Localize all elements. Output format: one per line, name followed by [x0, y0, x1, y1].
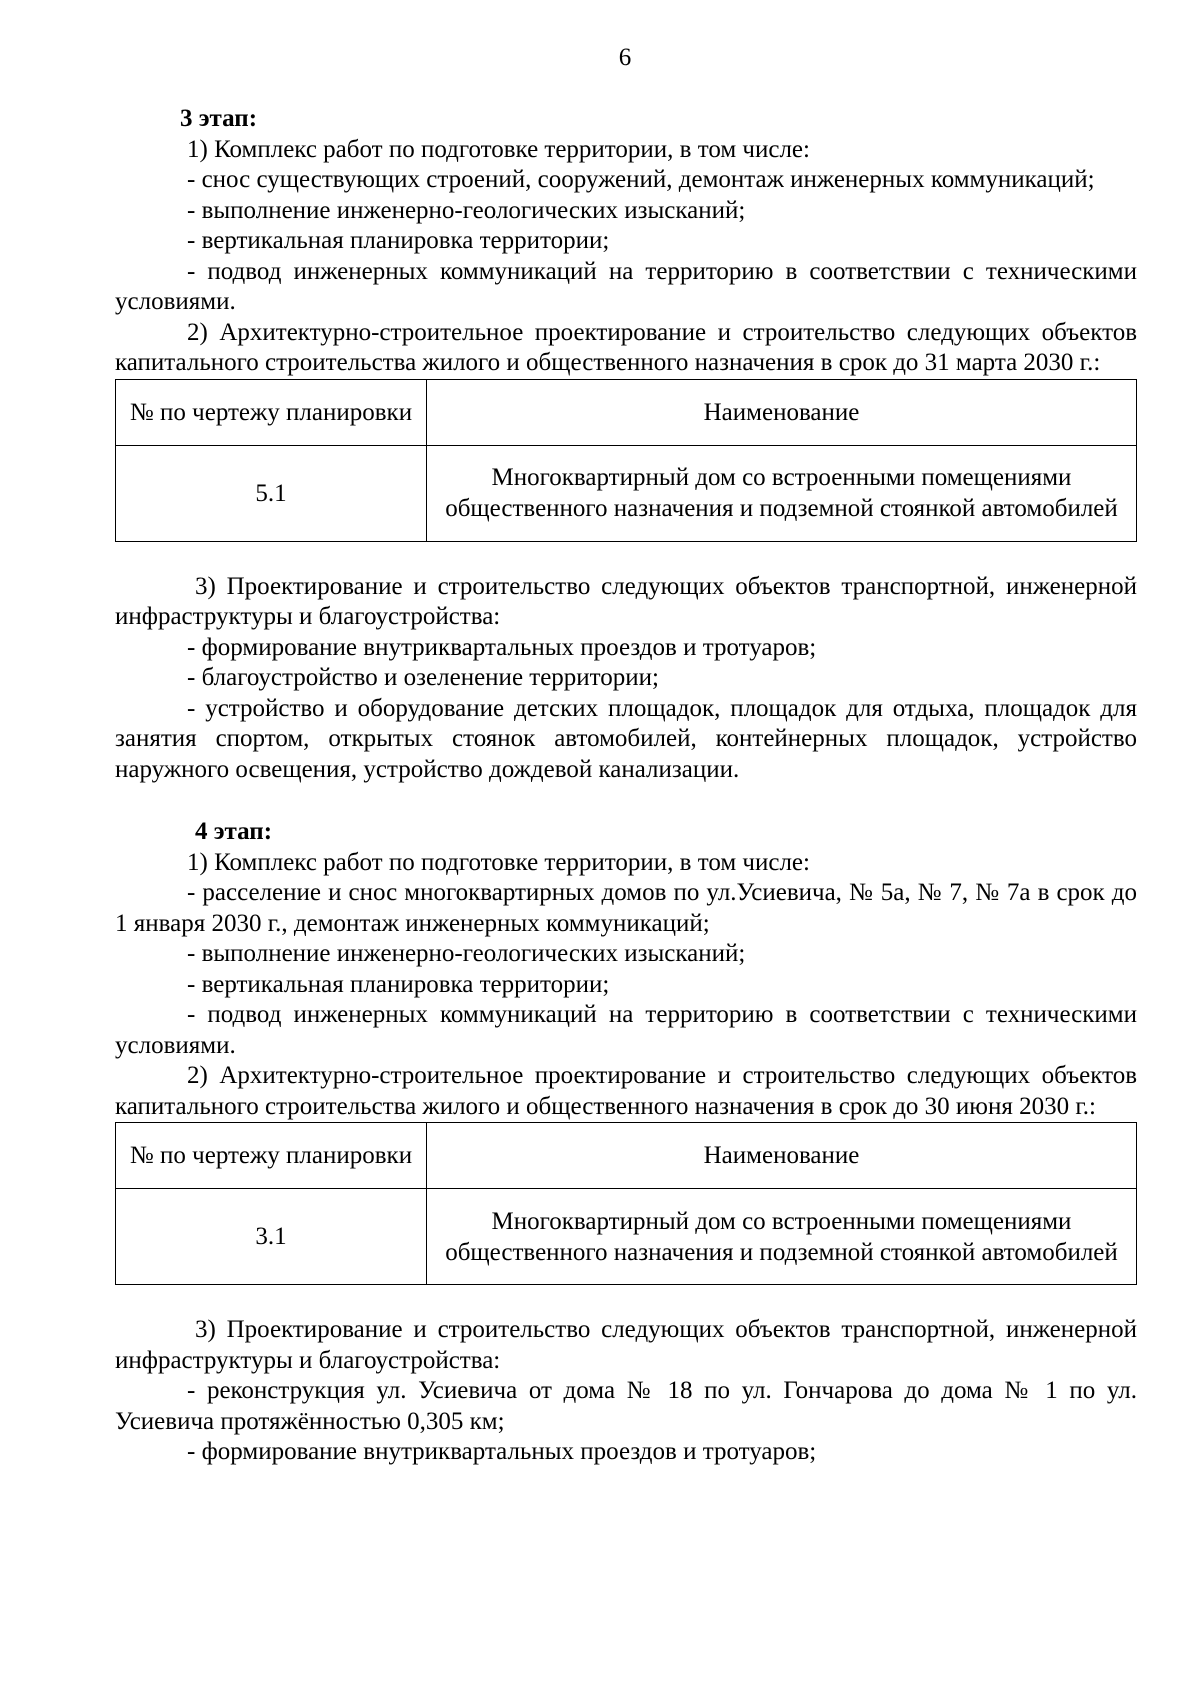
stage-4-subitem: - подвод инженерных коммуникаций на территорию в соответствии с техническими условиями. [115, 1001, 1137, 1059]
stage-3-objects-table [115, 379, 1137, 542]
stage-4-subitem: - расселение и снос многоквартирных домов по ул.Усиевича, № 5а, № 7, № 7а в срок до 1 января 2030 г., демонтаж инженерных коммуникаций; [115, 879, 1137, 937]
stage-3-title: 3 этап: [180, 105, 258, 132]
stage-3-item-1: 1) Комплекс работ по подготовке территории, в том числе: [187, 135, 810, 163]
table-cell-number: 3.1 [116, 1189, 427, 1285]
stage-3-subitem: - снос существующих строений, сооружений, демонтаж инженерных коммуникаций; [187, 166, 1095, 193]
stage-3-subitem: - подвод инженерных коммуникаций на территорию в соответствии с техническими условиями. [115, 257, 1137, 315]
page-content [115, 104, 1137, 1468]
table-header-name: Наименование [427, 379, 1137, 445]
stage-4-item-2: 2) Архитектурно-строительное проектирование и строительство следующих объектов капитального строительства жилого и общественного назначения в срок до 30 июня 2030 г.: [115, 1062, 1137, 1120]
stage-4-item-1: 1) Комплекс работ по подготовке территории, в том числе: [187, 848, 810, 876]
stage-4-subitem: - выполнение инженерно-геологических изысканий; [187, 940, 746, 967]
stage-4-item-3: 3) Проектирование и строительство следующих объектов транспортной, инженерной инфраструктуры и благоустройства: [115, 1316, 1137, 1374]
stage-4-subitem: - формирование внутриквартальных проездов и тротуаров; [187, 1438, 817, 1465]
stage-4-subitem: - вертикальная планировка территории; [187, 970, 610, 998]
stage-3-item-3: 3) Проектирование и строительство следующих объектов транспортной, инженерной инфраструктуры и благоустройства: [115, 572, 1137, 630]
table-cell-name: Многоквартирный дом со встроенными помещениями общественного назначения и подземной стоянкой автомобилей [427, 445, 1137, 541]
table-cell-name: Многоквартирный дом со встроенными помещениями общественного назначения и подземной стоянкой автомобилей [427, 1189, 1137, 1285]
table-header-row [116, 379, 1137, 445]
page-number: 6 [618, 44, 632, 71]
stage-4-objects-table [115, 1122, 1137, 1285]
stage-3-subitem: - выполнение инженерно-геологических изысканий; [187, 196, 746, 224]
stage-4-subitem: - реконструкция ул. Усиевича от дома № 18 по ул. Гончарова до дома № 1 по ул. Усиевича протяжённостью 0,305 км; [115, 1377, 1137, 1435]
table-cell-number: 5.1 [116, 445, 427, 541]
table-row [116, 445, 1137, 541]
table-header-number: № по чертежу планировки [116, 379, 427, 445]
table-row [116, 1189, 1137, 1285]
stage-3-subitem: - вертикальная планировка территории; [187, 227, 610, 254]
stage-3-subitem: - благоустройство и озеленение территории; [187, 664, 659, 691]
table-header-row [116, 1123, 1137, 1189]
stage-3-subitem: - устройство и оборудование детских площадок, площадок для отдыха, площадок для занятия спортом, открытых стоянок автомобилей, контейнерных площадок, устройство наружного освещения, устройство дождевой канализации. [115, 694, 1137, 783]
table-header-number: № по чертежу планировки [116, 1123, 427, 1189]
stage-3-subitem: - формирование внутриквартальных проездов и тротуаров; [187, 633, 817, 661]
stage-4-title: 4 этап: [195, 818, 273, 845]
stage-3-item-2: 2) Архитектурно-строительное проектирование и строительство следующих объектов капитального строительства жилого и общественного назначения в срок до 31 марта 2030 г.: [115, 318, 1137, 376]
table-header-name: Наименование [427, 1123, 1137, 1189]
